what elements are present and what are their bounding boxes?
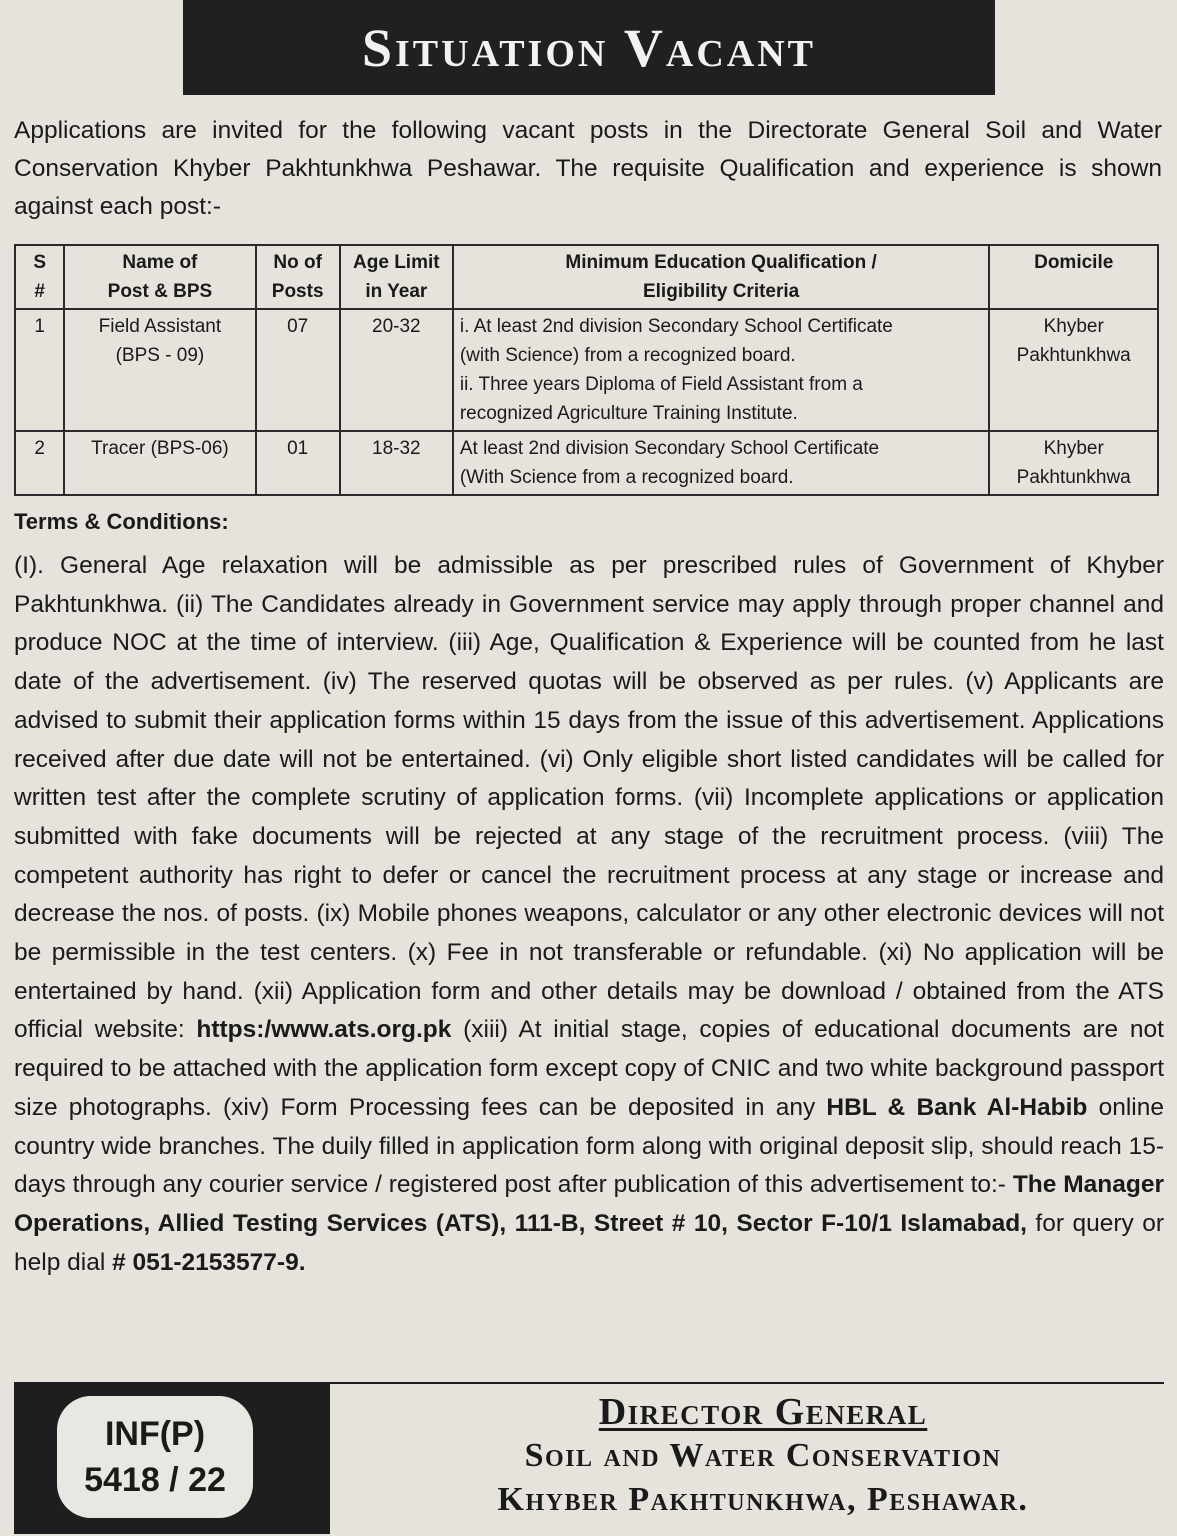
row2-domicile-line1: Khyber bbox=[1043, 438, 1104, 459]
terms-heading: Terms & Conditions: bbox=[14, 509, 229, 534]
header-band bbox=[183, 0, 995, 95]
terms-body-3: online country wide branches. The duily filled in application form along with original deposit slip, should reach 15-days through any courier service / registered post after publication of this advertisement to:- bbox=[14, 1093, 1164, 1199]
header-posts-line2: Posts bbox=[271, 281, 324, 302]
table-row bbox=[15, 431, 1158, 495]
terms-body-2: (xiii) At initial stage, copies of educational documents are not required to be attached with the application form except copy of CNIC and two white background passport size photographs. (xiv) Form Processing fees can be deposited in any bbox=[14, 1016, 1164, 1121]
terms-body: (I). General Age relaxation will be admissible as per prescribed rules of Government of Khyber Pakhtunkhwa. (ii) The Candidates already in Government service may apply through proper channel and produce NOC at the time of interview. (iii) Age, Qualification & Experience will be counted from he last date of the advertisement. (iv) The reserved quotas will be observed as per rules. (v) Applicants are advised to submit their application forms within 15 days from the issue of this advertisement. Applications received after due date will not be entertained. (vi) Only eligible short listed candidates will be called for written test after the complete scrutiny of application forms. (vii) Incomplete applications or application submitted with fake documents will be rejected at any stage of the recruitment process. (viii) The competent authority has right to defer or cancel the recruitment process at any stage or increase and decrease the nos. of posts. (ix) Mobile phones weapons, calculator or any other electronic devices will not be permissible in the test centers. (x) Fee in not transferable or refundable. (xi) No application will be entertained by hand. (xii) Application form and other details may be download / obtained from the ATS official website: bbox=[14, 552, 1164, 1044]
row2-age: 18-32 bbox=[340, 431, 453, 495]
ats-website-link[interactable]: https:/www.ats.org.pk bbox=[196, 1016, 452, 1044]
row2-sn: 2 bbox=[15, 431, 64, 495]
row1-domicile-line2: Pakhtunkhwa bbox=[1016, 345, 1131, 366]
row2-name: Tracer (BPS-06) bbox=[64, 431, 255, 495]
header-posts-line1: No of bbox=[273, 252, 322, 273]
row2-education bbox=[453, 431, 990, 495]
signatory-block bbox=[330, 1384, 1177, 1536]
helpline-number: # 051-2153577-9. bbox=[112, 1248, 306, 1276]
header-domicile: Domicile bbox=[989, 245, 1158, 309]
row1-edu-line3: ii. Three years Diploma of Field Assistant from a bbox=[459, 374, 863, 395]
mailing-address: The Manager Operations, Allied Testing Services (ATS), 111-B, Street # 10, Sector F-10/1 Islamabad, bbox=[14, 1171, 1164, 1237]
signatory-title: Director General bbox=[598, 1391, 928, 1433]
terms-paragraph bbox=[14, 547, 1164, 1282]
row1-posts: 07 bbox=[256, 309, 340, 431]
row1-domicile-line1: Khyber bbox=[1043, 316, 1104, 337]
header-sn bbox=[15, 245, 64, 309]
header-age-line2: in Year bbox=[365, 281, 428, 302]
page-title: Situation Vacant bbox=[361, 17, 816, 78]
row1-age: 20-32 bbox=[340, 309, 453, 431]
table-header-row bbox=[15, 245, 1158, 309]
inf-code-line2: 5418 / 22 bbox=[84, 1461, 226, 1499]
row1-edu-line4: recognized Agriculture Training Institute. bbox=[459, 403, 798, 424]
row1-domicile bbox=[989, 309, 1158, 431]
header-name bbox=[64, 245, 255, 309]
vacancy-table bbox=[14, 244, 1159, 496]
header-edu-line2: Eligibility Criteria bbox=[642, 281, 800, 302]
row1-name-line1: Field Assistant bbox=[98, 316, 222, 337]
row1-edu-line1: i. At least 2nd division Secondary School Certificate bbox=[459, 316, 893, 337]
signatory-department: Soil and Water Conservation bbox=[524, 1437, 1002, 1474]
row2-edu-line1: At least 2nd division Secondary School Certificate bbox=[459, 438, 880, 459]
banks-name: HBL & Bank Al-Habib bbox=[826, 1093, 1088, 1121]
row1-name bbox=[64, 309, 255, 431]
row2-posts: 01 bbox=[256, 431, 340, 495]
header-name-line1: Name of bbox=[122, 252, 198, 273]
header-edu-line1: Minimum Education Qualification / bbox=[565, 252, 877, 273]
inf-code-line1: INF(P) bbox=[104, 1415, 206, 1453]
intro-paragraph: Applications are invited for the following vacant posts in the Directorate General Soil and Water Conservation Khyber Pakhtunkhwa Peshawar. The requisite Qualification and experience is shown against each post:- bbox=[14, 117, 1162, 220]
header-age-line1: Age Limit bbox=[353, 252, 440, 273]
row2-edu-line2: (With Science from a recognized board. bbox=[459, 467, 794, 488]
inf-code-badge bbox=[57, 1396, 253, 1518]
row2-domicile bbox=[989, 431, 1158, 495]
header-name-line2: Post & BPS bbox=[107, 281, 213, 302]
row2-domicile-line2: Pakhtunkhwa bbox=[1016, 467, 1131, 488]
header-education bbox=[453, 245, 990, 309]
signatory-location: Khyber Pakhtunkhwa, Peshawar. bbox=[497, 1481, 1029, 1518]
row1-sn: 1 bbox=[15, 309, 64, 431]
header-posts bbox=[256, 245, 340, 309]
terms-body-4: for query or help dial bbox=[14, 1209, 1164, 1276]
header-sn-line2: # bbox=[34, 281, 45, 302]
header-age bbox=[340, 245, 453, 309]
table-row bbox=[15, 309, 1158, 431]
row1-name-line2: (BPS - 09) bbox=[115, 345, 205, 366]
row1-education bbox=[453, 309, 990, 431]
row1-edu-line2: (with Science) from a recognized board. bbox=[459, 345, 796, 366]
header-sn-line1: S bbox=[33, 252, 46, 273]
